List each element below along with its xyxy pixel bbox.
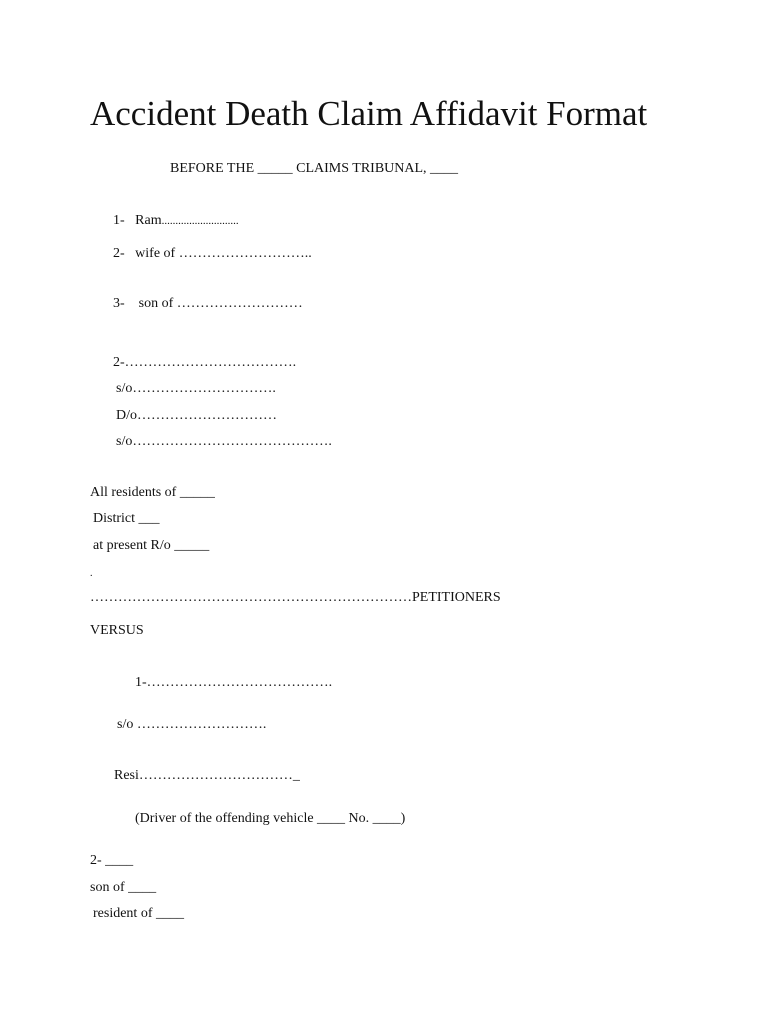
petitioner-3-line: 3- son of ……………………… [113, 296, 303, 311]
respondent-1-driver-note: (Driver of the offending vehicle ____ No. ____) [135, 811, 406, 826]
respondent-2-resident-of: resident of ____ [93, 906, 184, 921]
respondent-2-son-of: son of ____ [90, 880, 157, 895]
respondent-1-so-line: s/o ………………………. [117, 717, 267, 732]
versus-heading: VERSUS [90, 623, 144, 638]
court-line: BEFORE THE _____ CLAIMS TRIBUNAL, ____ [170, 161, 459, 176]
petitioner-1-dots: ............................ [161, 215, 239, 227]
petitioner-2-line: 2- wife of ……………………….. [113, 246, 312, 261]
second-petitioner-so-line-2: s/o……………………………………. [116, 434, 332, 449]
respondent-1-line: 1-…………………………………. [135, 675, 333, 690]
document-title: Accident Death Claim Affidavit Format [90, 94, 648, 133]
second-petitioner-do-line: D/o………………………… [116, 408, 277, 423]
petitioner-1-name: Ram [135, 213, 162, 228]
petitioner-1-line [113, 213, 239, 229]
address-residents: All residents of _____ [90, 485, 215, 500]
second-petitioner-so-line: s/o…………………………. [116, 381, 276, 396]
petitioners-label-line: ……………………………………………………………PETITIONERS [90, 590, 501, 605]
address-district: District ___ [93, 511, 160, 526]
address-present: at present R/o _____ [93, 538, 210, 553]
respondent-1-residence-line: Resi……………………………_ [114, 768, 300, 783]
second-petitioner-line: 2-………………………………. [113, 355, 297, 370]
stray-dot: . [90, 568, 93, 579]
petitioner-1-number: 1- [113, 213, 125, 228]
respondent-2-number: 2- ____ [90, 853, 134, 868]
